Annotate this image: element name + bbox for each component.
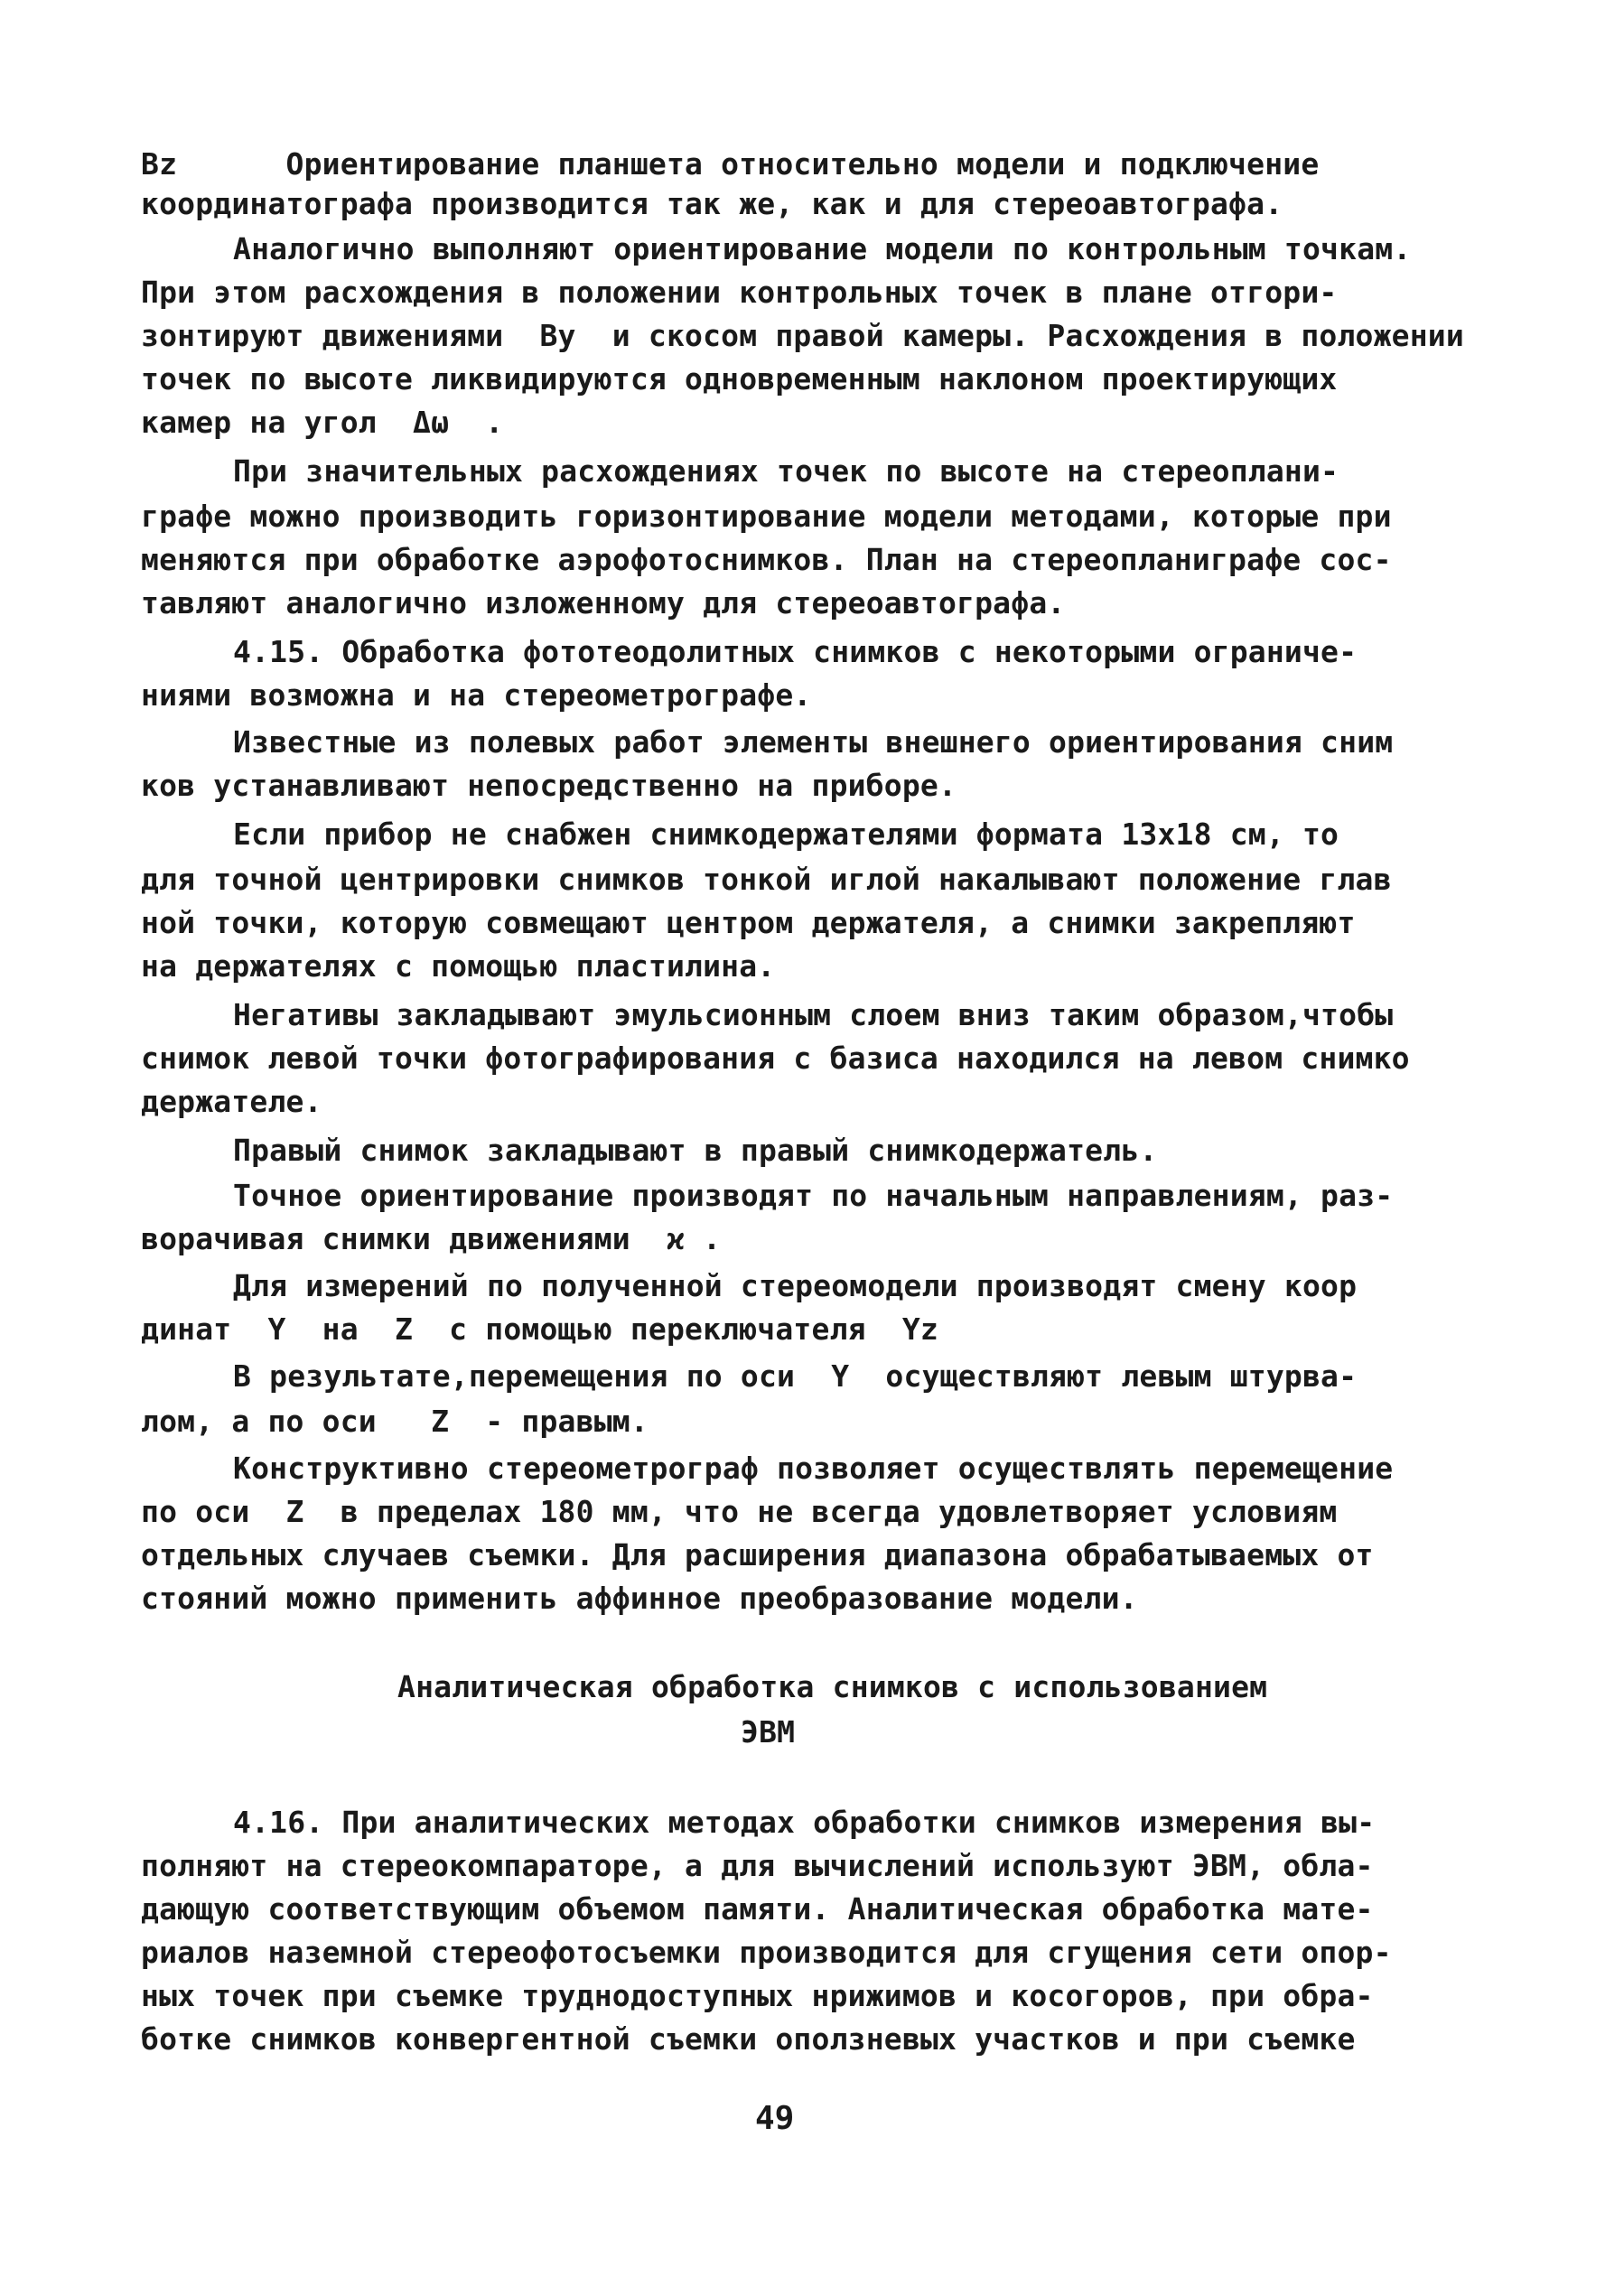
text-line: При этом расхождения в положении контрольных точек в плане отгори-	[141, 275, 1338, 310]
text-line: координатографа производится так же, как и для стереоавтографа.	[141, 186, 1283, 221]
text-line: Конструктивно стереометрограф позволяет осуществлять перемещение	[233, 1451, 1394, 1486]
text-line: 4.15. Обработка фототеодолитных снимков с некоторыми ограниче-	[233, 634, 1358, 669]
text-line: ков устанавливают непосредственно на приборе.	[141, 768, 957, 803]
text-line: Если прибор не снабжен снимкодержателями формата 13x18 см, то	[233, 817, 1339, 852]
text-line: динат Y на Z с помощью переключателя Yz	[141, 1311, 938, 1347]
text-line: отдельных случаев съемки. Для расширения диапазона обрабатываемых от	[141, 1537, 1374, 1572]
text-line: полняют на стереокомпараторе, а для вычислений используют ЭВМ, обла-	[141, 1848, 1374, 1883]
text-line: ворачивая снимки движениями ϰ .	[141, 1221, 722, 1256]
text-line: для точной центрировки снимков тонкой иглой накалывают положение глав	[141, 862, 1392, 897]
text-line: Правый снимок закладывают в правый снимкодержатель.	[233, 1133, 1158, 1168]
section-heading: ЭВМ	[741, 1714, 796, 1750]
text-line: лом, а по оси Z - правым.	[141, 1404, 649, 1439]
text-line: Известные из полевых работ элементы внешнего ориентирования сним	[233, 724, 1394, 760]
text-line: тавляют аналогично изложенному для стереоавтографа.	[141, 585, 1066, 621]
text-line: точек по высоте ликвидируются одновременным наклоном проектирующих	[141, 361, 1338, 397]
text-line: 4.16. При аналитических методах обработки снимков измерения вы-	[233, 1805, 1376, 1840]
page-number: 49	[755, 2100, 795, 2137]
text-line: на держателях с помощью пластилина.	[141, 948, 776, 984]
text-line: зонтируют движениями By и скосом правой камеры. Расхождения в положении	[141, 318, 1464, 353]
text-line: дающую соответствующим объемом памяти. Аналитическая обработка мате-	[141, 1891, 1374, 1927]
text-line: Точное ориентирование производят по начальным направлениям, раз-	[233, 1178, 1394, 1213]
text-line: стояний можно применить аффинное преобразование модели.	[141, 1581, 1138, 1616]
text-line: ботке снимков конвергентной съемки оползневых участков и при съемке	[141, 2021, 1356, 2057]
text-line: камер на угол Δω .	[141, 405, 504, 440]
text-line: меняются при обработке аэрофотоснимков. План на стереопланиграфе сос-	[141, 542, 1392, 577]
text-line: ниями возможна и на стереометрографе.	[141, 677, 812, 713]
text-line: Негативы закладывают эмульсионным слоем вниз таким образом,чтобы	[233, 997, 1394, 1032]
text-line: Bz Ориентирование планшета относительно модели и подключение	[141, 146, 1320, 182]
text-line: ных точек при съемке труднодоступных нрижимов и косогоров, при обра-	[141, 1978, 1374, 2013]
section-heading: Аналитическая обработка снимков с использованием	[397, 1669, 1268, 1704]
text-line: ной точки, которую совмещают центром держателя, а снимки закрепляют	[141, 905, 1356, 940]
text-line: При значительных расхождениях точек по высоте на стереоплани-	[233, 453, 1339, 489]
text-line: Аналогично выполняют ориентирование модели по контрольным точкам.	[233, 231, 1412, 266]
text-line: Для измерений по полученной стереомодели производят смену коор	[233, 1268, 1358, 1303]
text-line: держателе.	[141, 1084, 322, 1119]
text-line: В результате,перемещения по оси Y осуществляют левым штурва-	[233, 1358, 1358, 1394]
text-line: снимок левой точки фотографирования с базиса находился на левом снимко	[141, 1041, 1410, 1076]
text-line: графе можно производить горизонтирование модели методами, которые при	[141, 499, 1392, 534]
text-line: по оси Z в пределах 180 мм, что не всегда удовлетворяет условиям	[141, 1494, 1338, 1529]
text-line: риалов наземной стереофотосъемки производится для сгущения сети опор-	[141, 1935, 1392, 1970]
